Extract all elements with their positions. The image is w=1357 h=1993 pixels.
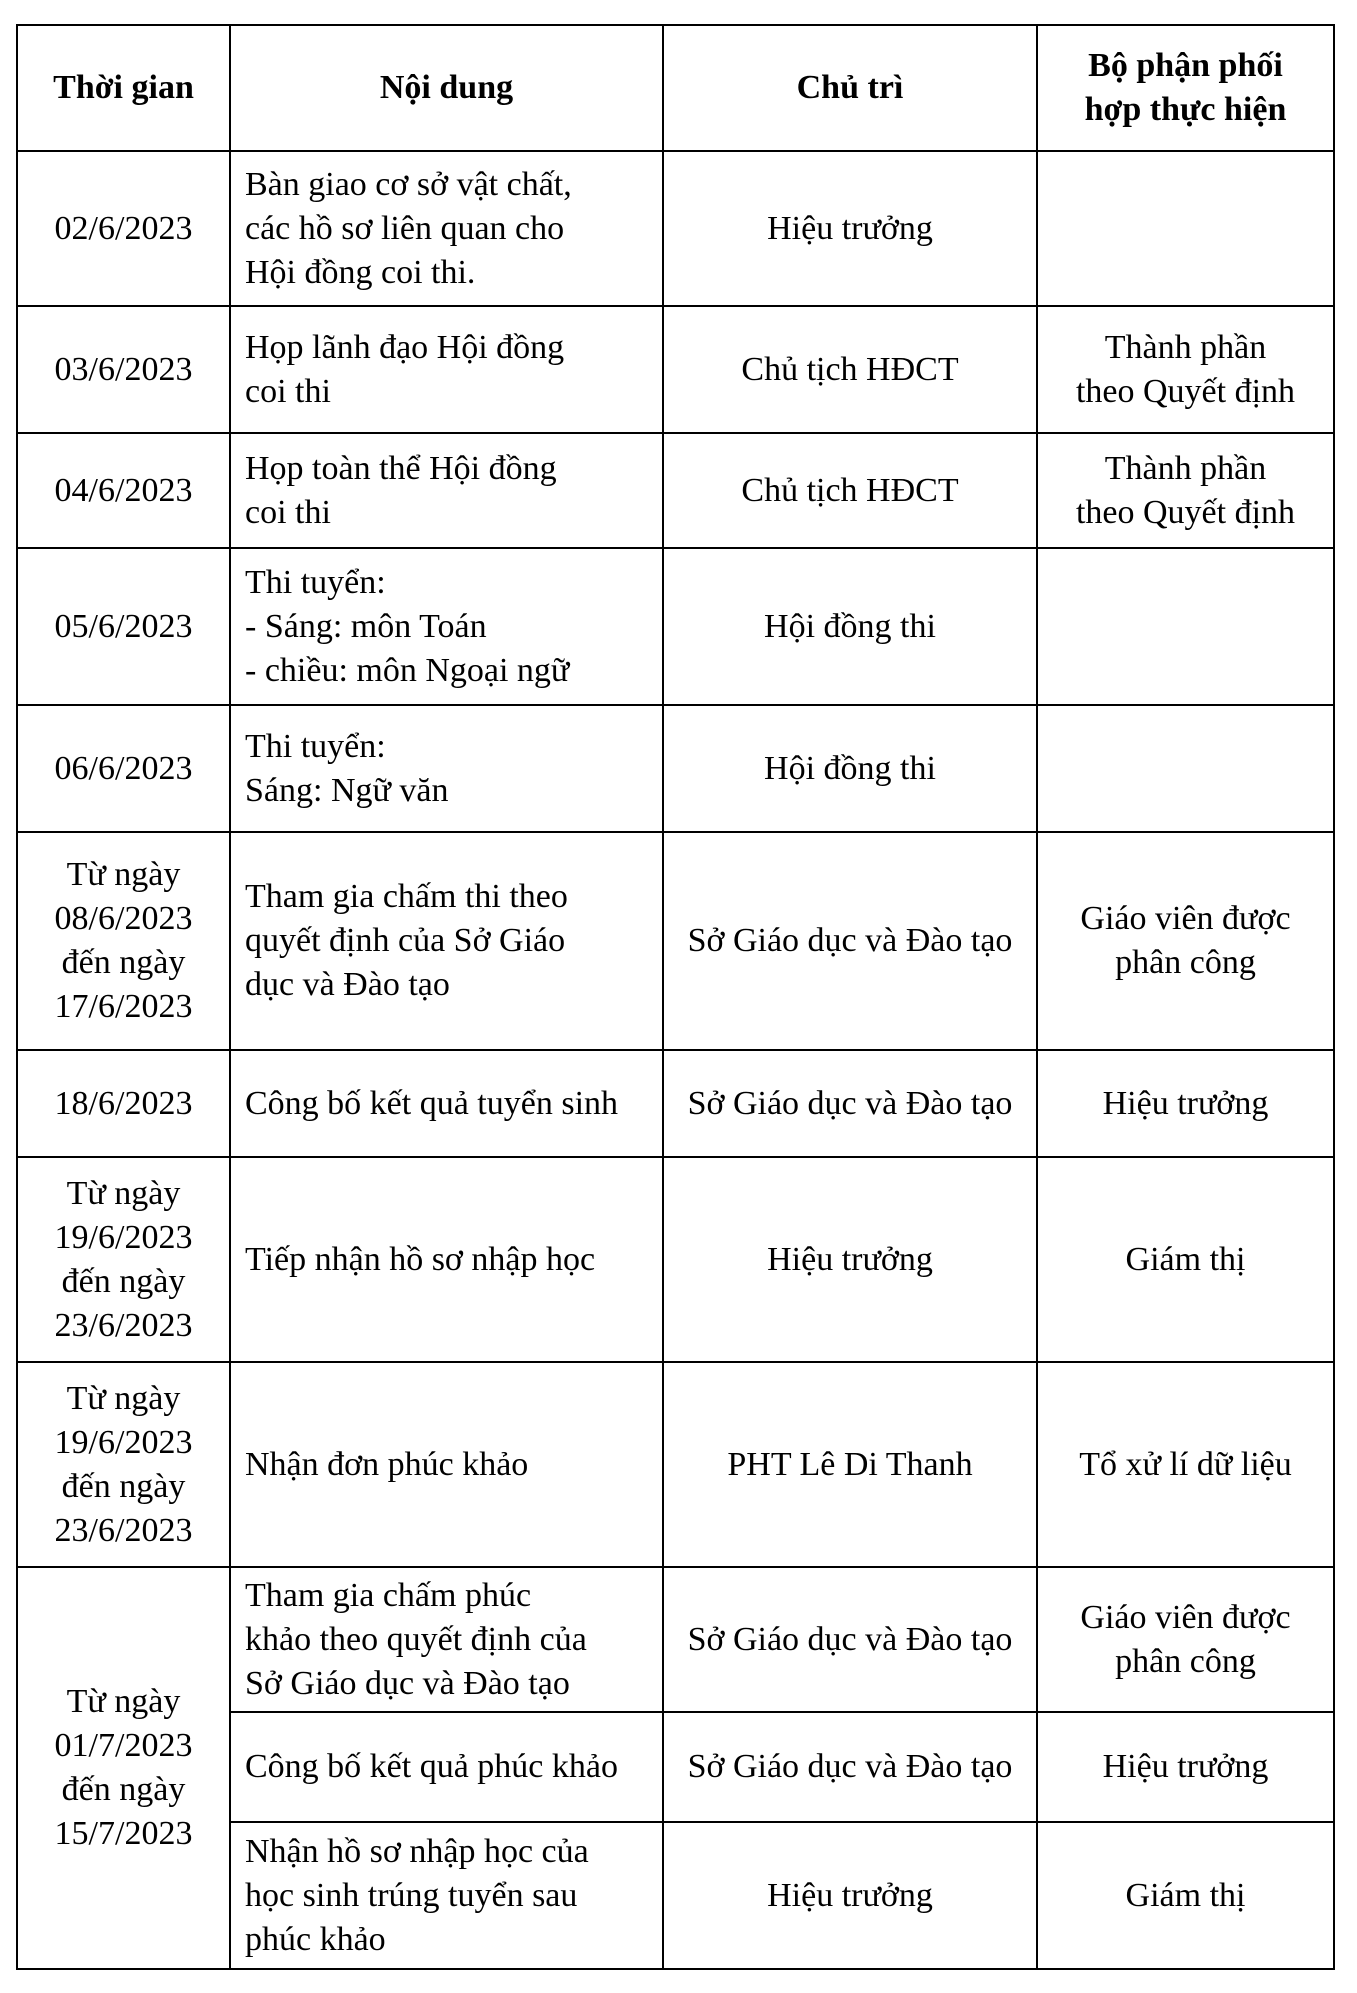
time-cell-line: 02/6/2023 [54, 209, 193, 247]
content-cell [230, 1050, 663, 1157]
content-cell-line: - Sáng: môn Toán [245, 607, 487, 645]
content-cell [230, 433, 663, 548]
coop-cell-line: Hiệu trưởng [1102, 1748, 1269, 1785]
content-cell-line: Hội đồng coi thi. [245, 253, 476, 291]
lead-cell [663, 433, 1037, 548]
time-cell [17, 548, 230, 705]
time-cell-line: đến ngày [61, 1467, 186, 1505]
time-cell [17, 832, 230, 1050]
time-cell-line: 08/6/2023 [54, 900, 193, 937]
content-cell-line: Sáng: Ngữ văn [245, 771, 449, 809]
time-cell [17, 705, 230, 832]
coop-cell [1037, 1567, 1334, 1712]
time-cell-line: đến ngày [61, 1771, 186, 1808]
time-cell [17, 1050, 230, 1157]
coop-cell-line: Giáo viên được [1080, 1598, 1291, 1636]
content-cell [230, 1822, 663, 1969]
time-cell-line: đến ngày [61, 944, 186, 981]
time-cell-line: 23/6/2023 [54, 1306, 193, 1344]
time-cell-line: 17/6/2023 [54, 988, 193, 1025]
coop-cell [1037, 1712, 1334, 1822]
content-cell-line: Sở Giáo dục và Đào tạo [245, 1664, 570, 1702]
time-cell-line: Từ ngày [66, 1174, 181, 1212]
lead-cell [663, 306, 1037, 433]
time-cell-line: 18/6/2023 [54, 1084, 193, 1122]
header-lead: Chủ trì [663, 25, 1037, 151]
coop-cell-line: Giám thị [1125, 1876, 1246, 1914]
lead-cell [663, 1822, 1037, 1969]
time-cell [17, 151, 230, 306]
time-cell [17, 1157, 230, 1362]
content-cell [230, 1157, 663, 1362]
lead-cell-line: Hiệu trưởng [767, 209, 933, 247]
coop-cell [1037, 306, 1334, 433]
time-cell-line: Từ ngày [66, 1683, 181, 1720]
content-cell-line: Tham gia chấm phúc [245, 1576, 532, 1614]
time-cell-line: Từ ngày [66, 1379, 181, 1417]
table-row [17, 306, 1334, 433]
table-row [17, 151, 1334, 306]
coop-cell-line: phân công [1115, 1642, 1256, 1680]
lead-cell [663, 548, 1037, 705]
content-cell-line: Họp lãnh đạo Hội đồng [245, 328, 565, 366]
lead-cell [663, 1050, 1037, 1157]
table-row [17, 548, 1334, 705]
content-cell-line: phúc khảo [245, 1920, 386, 1958]
lead-cell-line: Hội đồng thi [764, 607, 936, 645]
time-cell [17, 1362, 230, 1567]
time-cell-line: 04/6/2023 [54, 471, 193, 509]
content-cell [230, 705, 663, 832]
header-coop-line: hợp thực hiện [1084, 91, 1287, 128]
coop-cell-line: phân công [1115, 944, 1256, 981]
time-cell-line: 03/6/2023 [54, 350, 193, 388]
lead-cell-line: Hội đồng thi [764, 749, 936, 787]
content-cell [230, 151, 663, 306]
content-cell-line: dục và Đào tạo [245, 966, 450, 1003]
lead-cell-line: PHT Lê Di Thanh [727, 1445, 973, 1483]
time-cell-line: Từ ngày [66, 856, 181, 893]
coop-cell-line: Thành phần [1104, 328, 1267, 366]
table-row [17, 1050, 1334, 1157]
content-cell-line: - chiều: môn Ngoại ngữ [245, 651, 570, 689]
coop-cell-line: theo Quyết định [1075, 493, 1296, 531]
header-time: Thời gian [17, 25, 230, 151]
table-row [17, 1157, 1334, 1362]
time-cell [17, 1567, 230, 1969]
header-coop-line: Bộ phận phối [1088, 47, 1283, 84]
coop-cell-line: Tổ xử lí dữ liệu [1079, 1445, 1292, 1483]
content-cell-line: Thi tuyển: [245, 727, 386, 765]
coop-cell-line: Hiệu trưởng [1102, 1084, 1269, 1122]
lead-cell [663, 1567, 1037, 1712]
coop-cell [1037, 1362, 1334, 1567]
content-cell-line: Nhận đơn phúc khảo [245, 1445, 529, 1483]
time-cell [17, 306, 230, 433]
coop-cell-line: Thành phần [1104, 449, 1267, 487]
content-cell [230, 1712, 663, 1822]
content-cell-line: coi thi [245, 493, 331, 531]
content-cell [230, 832, 663, 1050]
coop-cell [1037, 705, 1334, 832]
time-cell-line: 23/6/2023 [54, 1511, 193, 1549]
content-cell-line: Công bố kết quả phúc khảo [245, 1748, 618, 1785]
coop-cell-line: theo Quyết định [1075, 372, 1296, 410]
table-row [17, 1362, 1334, 1567]
content-cell-line: Nhận hồ sơ nhập học của [245, 1832, 589, 1870]
header-row [17, 25, 1334, 151]
content-cell-line: Tiếp nhận hồ sơ nhập học [245, 1240, 596, 1278]
content-cell-line: các hồ sơ liên quan cho [245, 209, 565, 247]
coop-cell [1037, 1822, 1334, 1969]
content-cell [230, 548, 663, 705]
lead-cell-line: Sở Giáo dục và Đào tạo [687, 922, 1013, 959]
lead-cell [663, 151, 1037, 306]
content-cell [230, 1362, 663, 1567]
lead-cell [663, 832, 1037, 1050]
table-row [17, 1567, 1334, 1712]
time-cell-line: 15/7/2023 [54, 1815, 193, 1852]
lead-cell-line: Sở Giáo dục và Đào tạo [687, 1620, 1013, 1658]
coop-cell [1037, 433, 1334, 548]
content-cell [230, 306, 663, 433]
coop-cell-line: Giáo viên được [1080, 900, 1291, 937]
time-cell-line: 19/6/2023 [54, 1423, 193, 1461]
content-cell-line: Bàn giao cơ sở vật chất, [245, 165, 572, 203]
content-cell-line: quyết định của Sở Giáo [245, 922, 566, 959]
coop-cell [1037, 1157, 1334, 1362]
table-row [17, 705, 1334, 832]
content-cell-line: Thi tuyển: [245, 563, 386, 601]
coop-cell [1037, 1050, 1334, 1157]
coop-cell [1037, 548, 1334, 705]
coop-cell-line: Giám thị [1125, 1240, 1246, 1278]
time-cell-line: đến ngày [61, 1262, 186, 1300]
lead-cell-line: Chủ tịch HĐCT [741, 350, 959, 388]
time-cell-line: 06/6/2023 [54, 749, 193, 787]
lead-cell [663, 1157, 1037, 1362]
table-row [17, 832, 1334, 1050]
lead-cell [663, 1362, 1037, 1567]
lead-cell-line: Chủ tịch HĐCT [741, 471, 959, 509]
coop-cell [1037, 151, 1334, 306]
lead-cell-line: Sở Giáo dục và Đào tạo [687, 1748, 1013, 1785]
time-cell-line: 05/6/2023 [54, 607, 193, 645]
lead-cell [663, 1712, 1037, 1822]
schedule-table [16, 24, 1335, 1970]
lead-cell-line: Sở Giáo dục và Đào tạo [687, 1084, 1013, 1122]
content-cell [230, 1567, 663, 1712]
content-cell-line: coi thi [245, 372, 331, 410]
content-cell-line: khảo theo quyết định của [245, 1620, 587, 1658]
coop-cell [1037, 832, 1334, 1050]
lead-cell-line: Hiệu trưởng [767, 1240, 933, 1278]
content-cell-line: Tham gia chấm thi theo [245, 878, 568, 915]
header-content: Nội dung [230, 25, 663, 151]
time-cell-line: 01/7/2023 [54, 1727, 193, 1764]
lead-cell-line: Hiệu trưởng [767, 1876, 933, 1914]
lead-cell [663, 705, 1037, 832]
time-cell-line: 19/6/2023 [54, 1218, 193, 1256]
content-cell-line: học sinh trúng tuyển sau [245, 1876, 578, 1914]
header-coop [1037, 25, 1334, 151]
content-cell-line: Họp toàn thể Hội đồng [245, 449, 557, 487]
table-row [17, 433, 1334, 548]
content-cell-line: Công bố kết quả tuyển sinh [245, 1084, 619, 1122]
time-cell [17, 433, 230, 548]
